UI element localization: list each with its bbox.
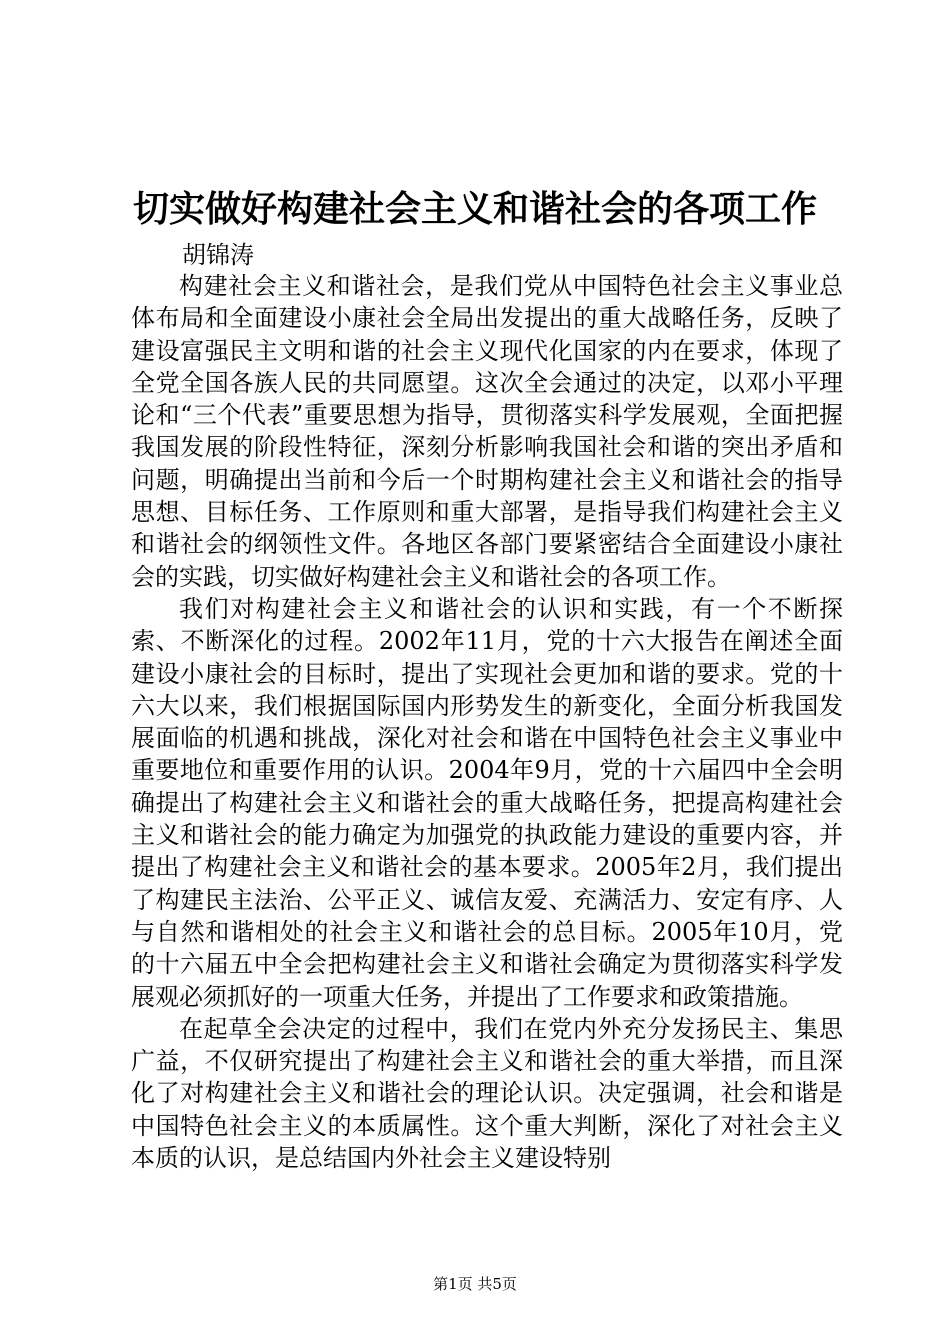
document-title: 切实做好构建社会主义和谐社会的各项工作 bbox=[132, 188, 817, 230]
paragraph-2: 我们对构建社会主义和谐社会的认识和实践，有一个不断探索、不断深化的过程。2002年11月，党的十六大报告在阐述全面建设小康社会的目标时，提出了实现社会更加和谐的要求。党的十六大以来，我们根据国际国内形势发生的新变化，全面分析我国发展面临的机遇和挑战，深化对社会和谐在中国特色社会主义事业中重要地位和重要作用的认识。2004年9月，党的十六届四中全会明确提出了构建社会主义和谐社会的重大战略任务，把提高构建社会主义和谐社会的能力确定为加强党的执政能力建设的重要内容，并提出了构建社会主义和谐社会的基本要求。2005年2月，我们提出了构建民主法治、公平正义、诚信友爱、充满活力、安定有序、人与自然和谐相处的社会主义和谐社会的总目标。2005年10月，党的十六届五中全会把构建社会主义和谐社会确定为贯彻落实科学发展观必须抓好的一项重大任务，并提出了工作要求和政策措施。 bbox=[131, 594, 843, 1011]
document-body bbox=[131, 270, 843, 1174]
page-number: 第1页 共5页 bbox=[433, 1275, 517, 1293]
paragraph-3: 在起草全会决定的过程中，我们在党内外充分发扬民主、集思广益，不仅研究提出了构建社会主义和谐社会的重大举措，而且深化了对构建社会主义和谐社会的理论认识。决定强调，社会和谐是中国特色社会主义的本质属性。这个重大判断，深化了对社会主义本质的认识，是总结国内外社会主义建设特别 bbox=[131, 1014, 843, 1173]
paragraph-1: 构建社会主义和谐社会，是我们党从中国特色社会主义事业总体布局和全面建设小康社会全局出发提出的重大战略任务，反映了建设富强民主文明和谐的社会主义现代化国家的内在要求，体现了全党全国各族人民的共同愿望。这次全会通过的决定，以邓小平理论和“三个代表”重要思想为指导，贯彻落实科学发展观，全面把握我国发展的阶段性特征，深刻分析影响我国社会和谐的突出矛盾和问题，明确提出当前和今后一个时期构建社会主义和谐社会的指导思想、目标任务、工作原则和重大部署，是指导我们构建社会主义和谐社会的纲领性文件。各地区各部门要紧密结合全面建设小康社会的实践，切实做好构建社会主义和谐社会的各项工作。 bbox=[131, 272, 843, 591]
author-name: 胡锦涛 bbox=[182, 241, 254, 269]
